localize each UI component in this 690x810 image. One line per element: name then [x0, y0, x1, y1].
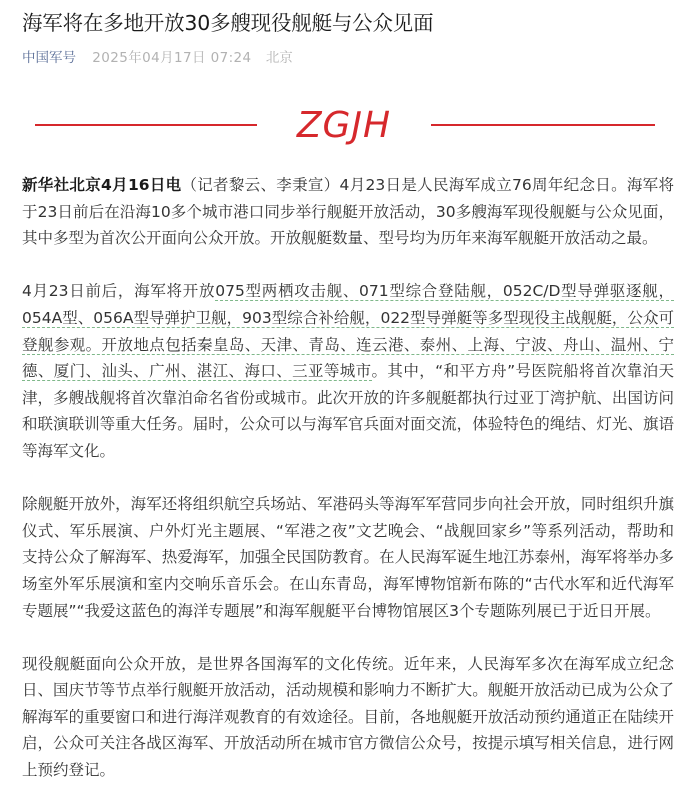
header-banner: [35, 104, 655, 148]
paragraph-1-text: （记者黎云、李秉宣）4月23日是人民海军成立76周年纪念日。海军将于23日前后在沿海10多个城市港口同步举行舰艇开放活动，30多艘海军现役舰艇与公众见面，其中多型为首次公开面向公众开放。开放舰艇数量、型号均为历年来海军舰艇开放活动之最。: [22, 176, 674, 248]
banner-divider-right: [431, 124, 655, 126]
article-title: 海军将在多地开放30多艘现役舰艇与公众见面: [22, 11, 434, 35]
article-body: [22, 172, 674, 810]
source-account-link[interactable]: 中国军号: [22, 50, 76, 66]
publish-date: 2025年04月17日 07:24: [92, 50, 252, 66]
banner-divider-left: [35, 124, 257, 126]
paragraph-2-lead: 4月23日前后，海军将开放: [22, 282, 216, 301]
publish-location: 北京: [265, 50, 293, 66]
paragraph-1: [22, 172, 674, 252]
zgjh-logo: ZGJH: [296, 105, 392, 146]
dateline: 新华社北京4月16日电: [22, 176, 182, 194]
paragraph-2: [22, 278, 674, 464]
paragraph-3: 除舰艇开放外，海军还将组织航空兵场站、军港码头等海军军营同步向社会开放，同时组织升旗仪式、军乐展演、户外灯光主题展、“军港之夜”文艺晚会、“战舰回家乡”等系列活动，帮助和支持公众了解海军、热爱海军，加强全民国防教育。在人民海军诞生地江苏泰州，海军将举办多场室外军乐展演和室内交响乐音乐会。在山东青岛，海军博物馆新布陈的“古代水军和近代海军专题展”“我爱这蓝色的海洋专题展”和海军舰艇平台博物馆展区3个专题陈列展已于近日开展。: [22, 495, 674, 620]
paragraph-2-rest: 。其中，“和平方舟”号医院船将首次靠泊天津，多艘战舰将首次靠泊命名省份或城市。此次开放的许多舰艇都执行过亚丁湾护航、出国访问和联演联训等重大任务。届时，公众可以与海军官兵面对面交流，体验特色的绳结、灯光、旗语等海军文化。: [22, 362, 674, 460]
highlighted-ship-list: 075型两栖攻击舰、071型综合登陆舰，052C/D型导弹驱逐舰，054A型、056A型导弹护卫舰，903型综合补给舰，022型导弹艇等多型现役主战舰艇，公众可登舰参观。开放地点包括秦皇岛、天津、青岛、连云港、泰州、上海、宁波、舟山、温州、宁德、厦门、汕头、广州、湛江、海口、三亚等城市: [22, 282, 674, 381]
paragraph-4: 现役舰艇面向公众开放，是世界各国海军的文化传统。近年来，人民海军多次在海军成立纪念日、国庆节等节点举行舰艇开放活动，活动规模和影响力不断扩大。舰艇开放活动已成为公众了解海军的重要窗口和进行海洋观教育的有效途径。目前，各地舰艇开放活动预约通道正在陆续开启，公众可关注各战区海军、开放活动所在城市官方微信公众号，按提示填写相关信息，进行网上预约登记。: [22, 654, 674, 780]
article-meta: [22, 47, 293, 69]
